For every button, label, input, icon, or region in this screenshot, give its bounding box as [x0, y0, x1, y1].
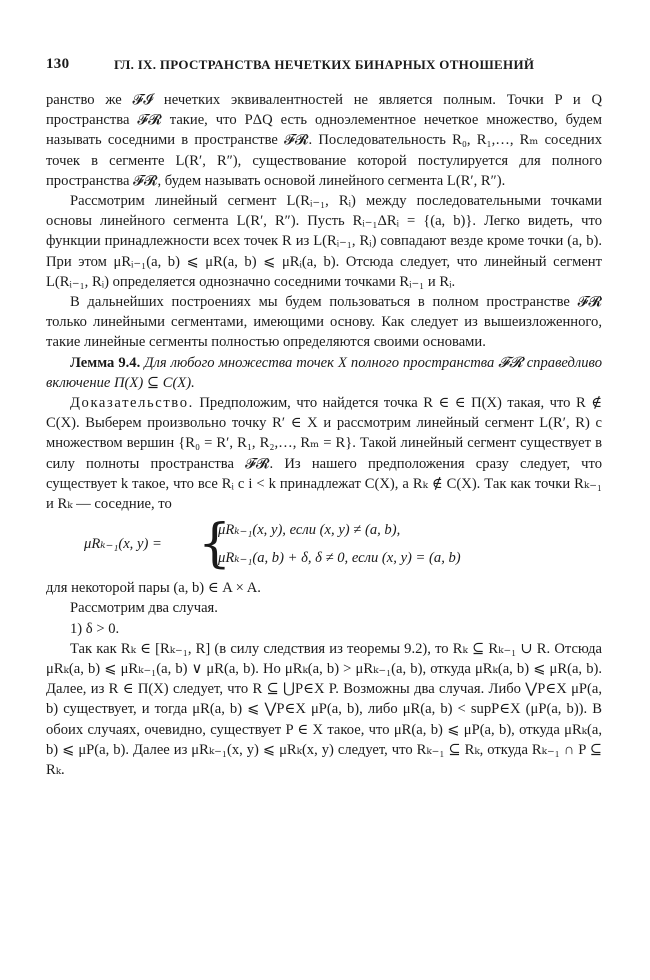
lemma-block: [46, 353, 602, 393]
running-title: ГЛ. IX. ПРОСТРАНСТВА НЕЧЕТКИХ БИНАРНЫХ ОТНОШЕНИЙ: [114, 57, 535, 72]
page-number: 130: [46, 56, 70, 72]
lemma-label: Лемма 9.4.: [70, 354, 141, 371]
case-label: 1) δ > 0.: [70, 620, 120, 637]
cases-intro: Рассмотрим два случая.: [70, 600, 218, 617]
paragraph-after-formula: для некоторой пары (a, b) ∈ A × A.: [46, 580, 261, 597]
formula-case-2: μRₖ₋₁(a, b) + δ, δ ≠ 0, если (x, y) = (a, b): [218, 550, 461, 567]
formula-case-1: μRₖ₋₁(x, y), если (x, y) ≠ (a, b),: [218, 522, 401, 539]
formula-lhs: μRₖ₋₁(x, y) =: [84, 536, 162, 553]
lemma-statement: Для любого множества точек X полного пространства 𝓕𝓡 справедливо включение Π(X) ⊆ C(X).: [46, 354, 602, 391]
proof-block: [46, 393, 602, 514]
proof-label: Доказательство.: [70, 395, 194, 412]
page-header: [46, 56, 606, 78]
page-body: [46, 90, 602, 780]
paragraph-linear-segment: Рассмотрим линейный сегмент L(Rᵢ₋₁, Rᵢ) между последовательными точками основы линейного сегмента L(R′, R″). Пусть Rᵢ₋₁ΔRᵢ = {(a, b)}. Легко видеть, что функции принадлежности всех точек R из L(Rᵢ₋₁, Rᵢ) совпадают везде кроме точки (a, b). При этом μRᵢ₋₁(a, b) ⩽ μR(a, b) ⩽ μRᵢ(a, b). Отсюда следует, что линейный сегмент L(Rᵢ₋₁, Rᵢ) определяется однозначно соседними точками Rᵢ₋₁ и Rᵢ.: [46, 193, 602, 290]
piecewise-formula: [46, 514, 602, 575]
proof-text: Предположим, что найдется точка R ∈ ∈ Π(X) такая, что R ∉ C(X). Выберем произвольно точку R′ ∈ X и рассмотрим линейный сегмент L(R′, R) с множеством вершин {R₀ = R′, R₁, R₂,…, Rₘ = R}. Такой линейный сегмент существует в силу полноты пространства 𝓕𝓡. Из нашего предположения сразу следует, что существует k такое, что все Rᵢ с i < k принадлежат C(X), а Rₖ ∉ C(X). Так как точки Rₖ₋₁ и Rₖ — соседние, то: [46, 395, 602, 513]
formula-brace: {: [198, 514, 232, 575]
paragraph-case-analysis: Так как Rₖ ∈ [Rₖ₋₁, R] (в силу следствия из теоремы 9.2), то Rₖ ⊆ Rₖ₋₁ ∪ R. Отсюда μRₖ(a, b) ⩽ μRₖ₋₁(a, b) ∨ μR(a, b). Но μRₖ(a, b) > μRₖ₋₁(a, b), откуда μRₖ(a, b) ⩽ μR(a, b). Далее, из R ∈ Π(X) следует, что R ⊆ ⋃P∈X P. Возможны два случая. Либо ⋁P∈X μP(a, b) существует, и тогда μR(a, b) ⩽ ⋁P∈X μP(a, b), либо μR(a, b) < supP∈X (μP(a, b)). В обоих случаях, очевидно, существует P ∈ X такое, что μR(a, b) ⩽ μP(a, b), откуда μRₖ(a, b) ⩽ μP(a, b). Далее из μRₖ₋₁(x, y) ⩽ μRₖ(x, y) следует, что Rₖ₋₁ ⊆ Rₖ, откуда Rₖ₋₁ ∩ P ⊆ Rₖ.: [46, 640, 602, 779]
paragraph-continuation: ранство же 𝓕𝓘 нечетких эквивалентностей не является полным. Точки P и Q пространства 𝓕𝓡 такие, что PΔQ есть одноэлементное нечеткое множество, будем называть соседними в пространстве 𝓕𝓡. Последовательность R₀, R₁,…, Rₘ соседних точек в сегменте L(R′, R″), существование которой постулируется для полного пространства 𝓕𝓡, будем называть основой линейного сегмента L(R′, R″).: [46, 92, 602, 189]
paragraph-further-constructions: В дальнейших построениях мы будем пользоваться в полном пространстве 𝓕𝓡 только линейными сегментами, имеющими основу. Как следует из вышеизложенного, такие линейные сегменты полностью определяются своими основами.: [46, 294, 602, 351]
